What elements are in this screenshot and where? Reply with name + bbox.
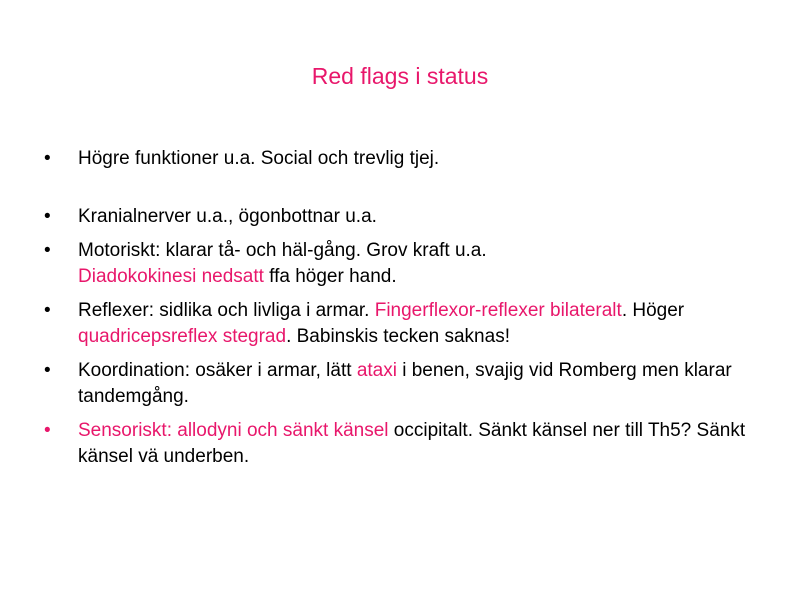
bullet-item-coordination — [44, 358, 764, 410]
bullet-item-sensory — [44, 418, 764, 470]
bullet-dot: • — [44, 300, 51, 321]
bullet-text: Högre funktioner u.a. Social och trevlig tjej. — [78, 148, 440, 169]
bullet-dot: • — [44, 240, 51, 261]
bullet-text: Reflexer: sidlika och livliga i armar. — [78, 300, 375, 321]
bullet-item-higher-functions — [44, 146, 764, 172]
bullet-highlight-text: ataxi — [356, 360, 397, 381]
bullet-text: . Höger — [621, 300, 685, 321]
bullet-text: Koordination: osäker i armar, lätt — [78, 360, 357, 381]
bullet-text: . Babinskis tecken saknas! — [286, 326, 510, 347]
bullet-text: i benen, svajig vid Romberg men klarar tandemgång. — [78, 360, 732, 407]
bullet-text: ffa höger hand. — [263, 266, 397, 287]
bullet-text: Motoriskt: klarar tå- och häl-gång. Grov kraft u.a. — [78, 240, 487, 261]
slide-title: Red flags i status — [311, 63, 489, 89]
bullet-text: Kranialnerver u.a., ögonbottnar u.a. — [78, 206, 377, 227]
bullet-text: occipitalt. Sänkt känsel ner till Th5? Sänkt känsel vä underben. — [78, 420, 746, 467]
bullet-dot: • — [44, 420, 51, 441]
bullet-highlight-text: quadricepsreflex stegrad — [78, 326, 287, 347]
bullet-list — [44, 146, 764, 478]
bullet-dot: • — [44, 148, 51, 169]
bullet-dot: • — [44, 360, 51, 381]
bullet-dot: • — [44, 206, 51, 227]
bullet-highlight-text: Sensoriskt: allodyni och sänkt känsel — [78, 420, 389, 441]
bullet-item-reflexes — [44, 298, 764, 350]
bullet-item-cranial-nerves — [44, 204, 764, 230]
bullet-highlight-text: Diadokokinesi nedsatt — [78, 266, 264, 287]
bullet-highlight-text: Fingerflexor-reflexer bilateralt — [374, 300, 622, 321]
bullet-item-motor — [44, 238, 764, 290]
